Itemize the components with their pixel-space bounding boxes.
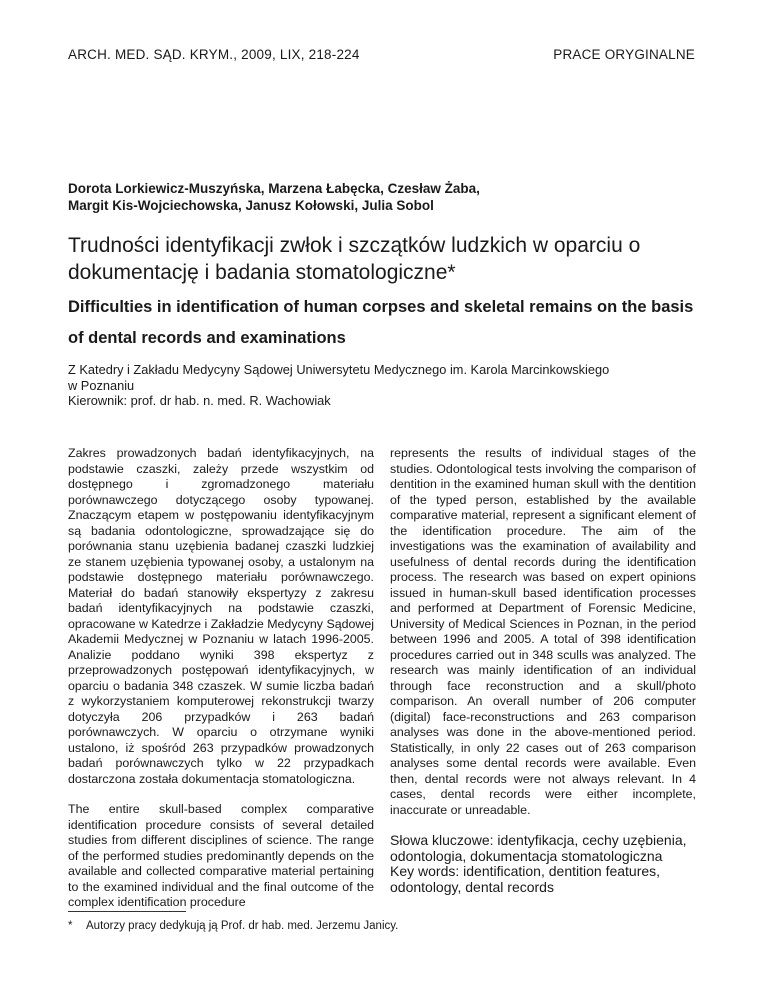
- author-line: Dorota Lorkiewicz-Muszyńska, Marzena Łabęcka, Czesław Żaba,: [68, 181, 480, 196]
- keywords-block: [390, 833, 696, 895]
- abstract-english-part2: represents the results of individual stages of the studies. Odontological tests involving the comparison of dentition in the examined human skull with the dentition of the typed person, established by the available comparative material, represent a significant element of the identification procedure. The aim of the investigations was the examination of availability and usefulness of dental records during the identification process. The research was based on expert opinions issued in human-skull based identification processes and performed at Department of Forensic Medicine, University of Medical Sciences in Poznan, in the period between 1996 and 2005. A total of 398 identification procedures carried out in 348 sculls was analyzed. The research was mainly identification of an individual through face reconstruction and a skull/photo comparison. An overall number of 206 computer (digital) face-reconstructions and 263 comparison analyses was done in the above-mentioned period. Statistically, in only 22 cases out of 263 comparison analyses some dental records were available. Even then, dental records were not always relevant. In 4 cases, dental records were either incomplete, inaccurate or unreadable.: [390, 446, 696, 817]
- left-column: [68, 446, 374, 911]
- affiliation: [68, 362, 708, 409]
- keywords-english: Key words: identification, dentition features, odontology, dental records: [390, 863, 661, 895]
- author-list: [68, 180, 708, 214]
- footnote-divider: [68, 911, 186, 912]
- affiliation-line: Z Katedry i Zakładu Medycyny Sądowej Uniwersytetu Medycznego im. Karola Marcinkowskiego: [68, 362, 610, 377]
- title-polish: Trudności identyfikacji zwłok i szczątków ludzkich w oparciu o dokumentację i badania stomatologiczne*: [68, 234, 641, 284]
- footnote-text: Autorzy pracy dedykują ją Prof. dr hab. med. Jerzemu Janicy.: [86, 920, 399, 932]
- journal-reference: ARCH. MED. SĄD. KRYM., 2009, LIX, 218-224: [68, 47, 360, 62]
- affiliation-line: w Poznaniu: [68, 377, 135, 393]
- abstract-polish: Zakres prowadzonych badań identyfikacyjnych, na podstawie czaszki, zależy przede wszystkim od dostępnego i zgromadzonego materiału porównawczego dotyczącego osoby typowanej. Znaczącym etapem w postępowaniu identyfikacyjnym są badania odontologiczne, sprowadzające się do porównania stanu uzębienia badanej czaszki ludzkiej ze stanem uzębienia typowanej osoby, a ustalonym na podstawie dostępnego materiału porównawczego. Materiał do badań stanowiły ekspertyzy z zakresu badań identyfikacyjnych na podstawie czaszki, opracowane w Katedrze i Zakładzie Medycyny Sądowej Akademii Medycznej w Poznaniu w latach 1996-2005. Analizie poddano wyniki 398 ekspertyz z przeprowadzonych postępowań identyfikacyjnych, w oparciu o badania 348 czaszek. W sumie liczba badań z wykorzystaniem komputerowej rekonstrukcji twarzy dotyczyła 206 przypadków i 263 badań porównawczych. W oparciu o otrzymane wyniki ustalono, iż spośród 263 przypadków prowadzonych badań porównawczych tylko w 22 przypadkach dostarczona została dokumentacja stomatologiczna.: [68, 446, 374, 786]
- title-english: Difficulties in identification of human corpses and skeletal remains on the basis of dental records and examinations: [68, 298, 694, 347]
- keywords-polish: Słowa kluczowe: identyfikacja, cechy uzębienia, odontologia, dokumentacja stomatologiczna: [390, 832, 687, 864]
- section-label: PRACE ORYGINALNE: [553, 47, 695, 62]
- footnote: [68, 919, 398, 933]
- right-column: [390, 446, 696, 895]
- author-line: Margit Kis-Wojciechowska, Janusz Kołowski, Julia Sobol: [68, 198, 434, 213]
- footnote-mark: *: [68, 920, 73, 932]
- affiliation-line: Kierownik: prof. dr hab. n. med. R. Wachowiak: [68, 393, 331, 408]
- abstract-english-part1: The entire skull-based complex comparative identification procedure consists of several detailed studies from different disciplines of science. The range of the performed studies predominantly depends on the available and collected comparative material pertaining to the examined individual and the final outcome of the complex identification procedure: [68, 802, 374, 909]
